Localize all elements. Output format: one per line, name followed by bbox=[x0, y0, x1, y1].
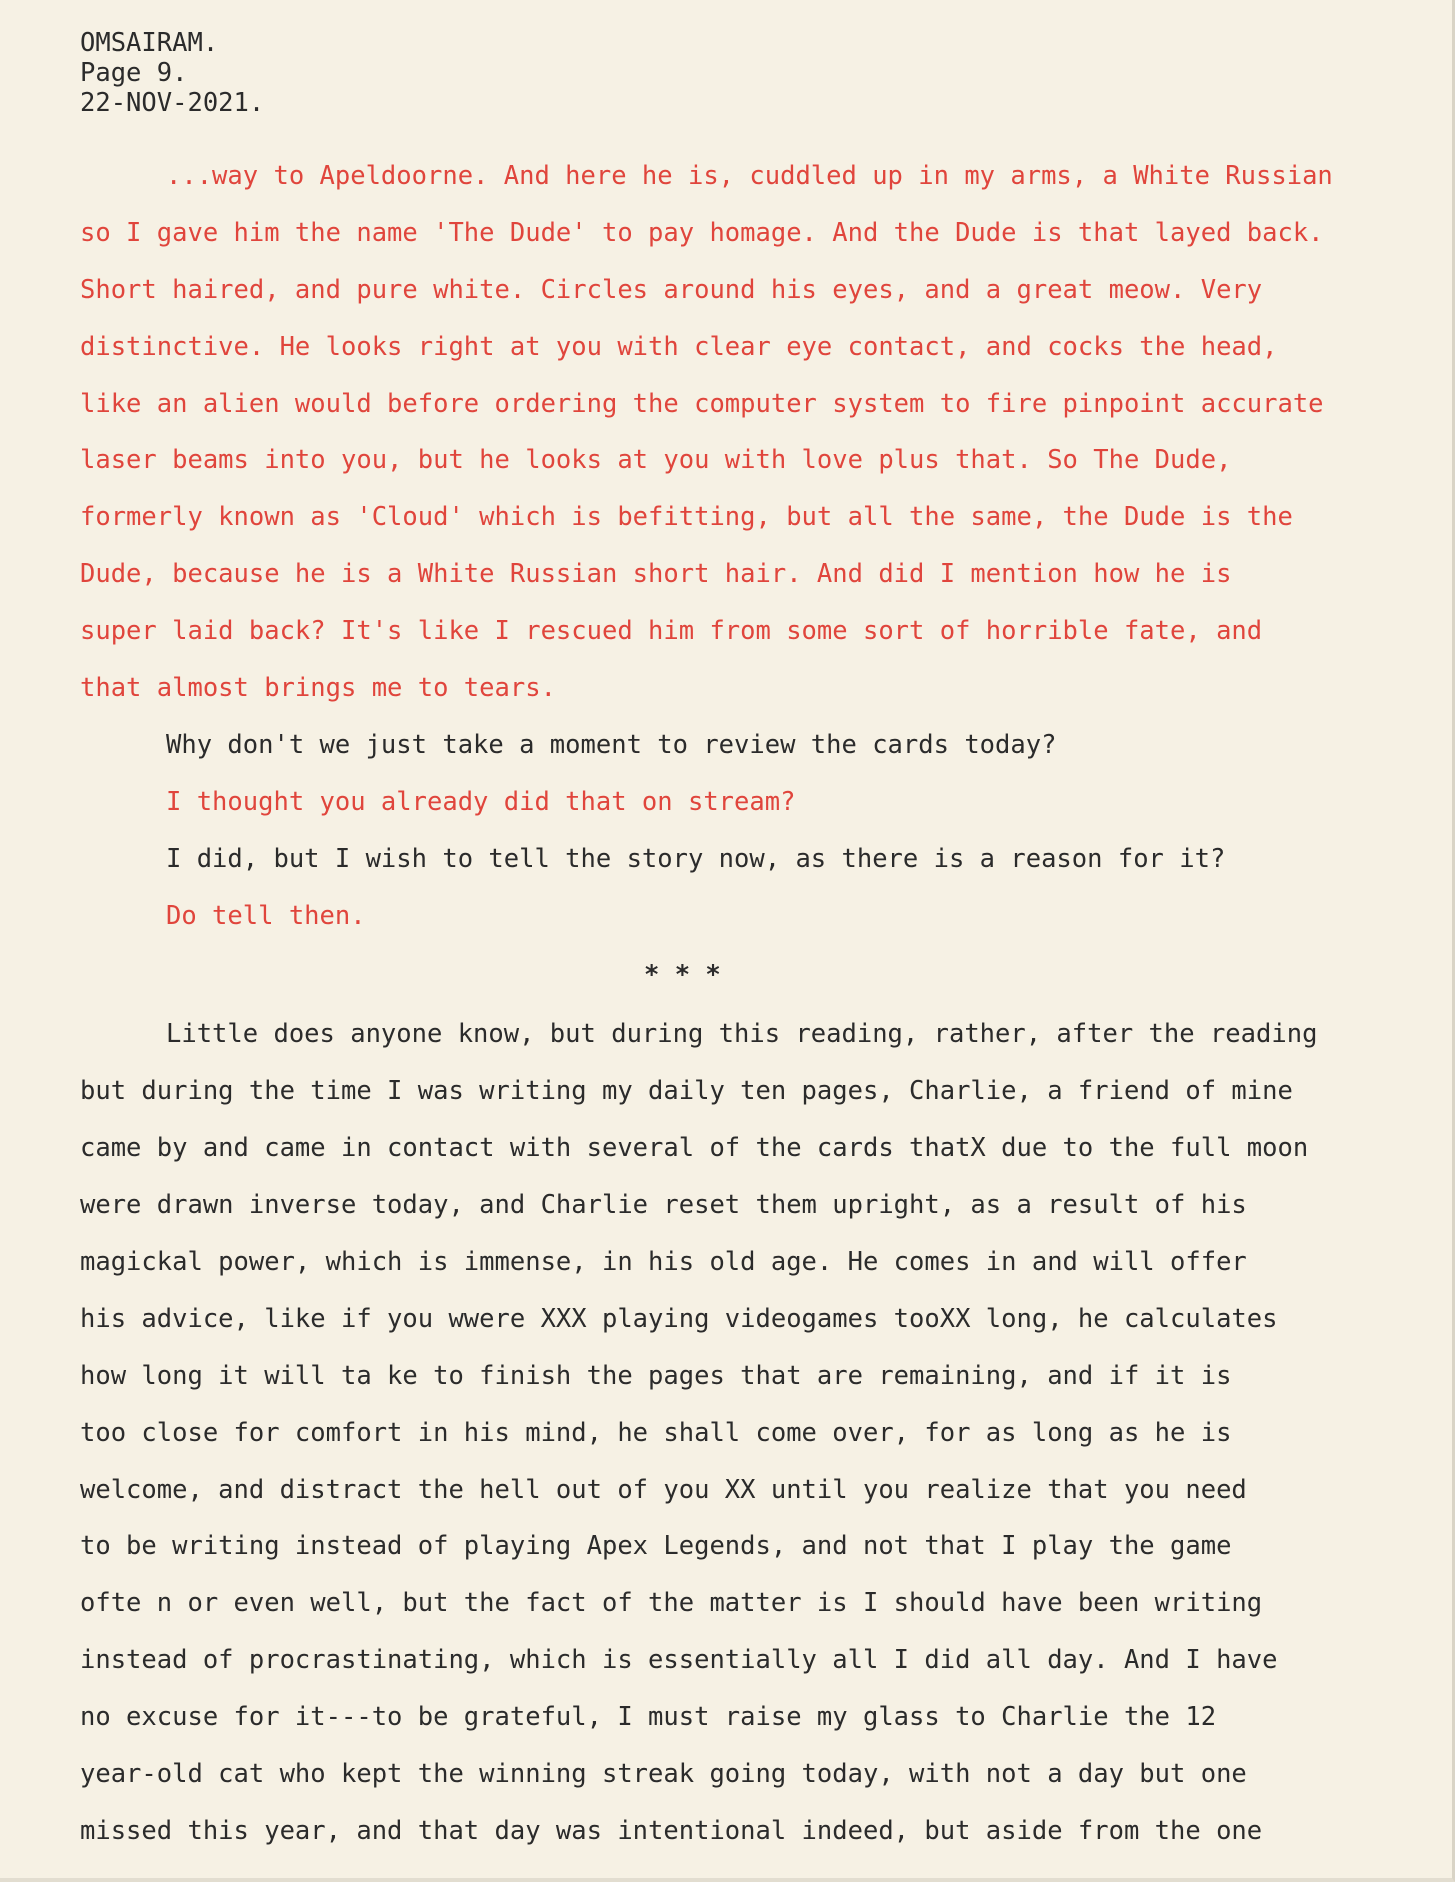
body-line-8: too close for comfort in his mind, he shall come over, for as long as he is bbox=[80, 1417, 1232, 1448]
red-line-1: ...way to Apeldoorne. And here he is, cuddled up in my arms, a White Russian bbox=[166, 161, 1333, 191]
typewritten-page bbox=[80, 28, 1456, 1860]
red-line-3: Short haired, and pure white. Circles around his eyes, and a great meow. Very bbox=[80, 274, 1263, 305]
red-paragraph bbox=[80, 148, 1456, 717]
body-paragraph bbox=[80, 1006, 1456, 1859]
dialogue-line-4: Do tell then. bbox=[166, 900, 366, 931]
body-line-3: came by and came in contact with several of the cards thatX due to the full moon bbox=[80, 1133, 1309, 1164]
page-header bbox=[80, 28, 1456, 118]
header-title: OMSAIRAM. bbox=[80, 28, 219, 58]
red-line-4: distinctive. He looks right at you with clear eye contact, and cocks the head, bbox=[80, 331, 1278, 362]
body-line-13: no excuse for it---to be grateful, I must raise my glass to Charlie the 12 bbox=[80, 1702, 1217, 1733]
red-line-9: super laid back? It's like I rescued him from some sort of horrible fate, and bbox=[80, 616, 1263, 647]
red-line-8: Dude, because he is a White Russian short hair. And did I mention how he is bbox=[80, 559, 1232, 590]
body-line-14: year-old cat who kept the winning streak going today, with not a day but one bbox=[80, 1759, 1247, 1790]
dialogue bbox=[80, 717, 1456, 945]
red-line-5: like an alien would before ordering the computer system to fire pinpoint accurate bbox=[80, 388, 1324, 419]
body-line-6: his advice, like if you wwere XXX playing videogames tooXX long, he calculates bbox=[80, 1303, 1278, 1334]
red-line-10: that almost brings me to tears. bbox=[80, 673, 556, 704]
dialogue-line-2: I thought you already did that on stream? bbox=[166, 786, 796, 817]
header-page-number: Page 9. bbox=[80, 58, 188, 88]
body-line-9: welcome, and distract the hell out of you XX until you realize that you need bbox=[80, 1474, 1247, 1505]
red-line-6: laser beams into you, but he looks at you with love plus that. So The Dude, bbox=[80, 445, 1232, 476]
section-separator: * * * bbox=[644, 960, 721, 991]
red-line-2: so I gave him the name 'The Dude' to pay homage. And the Dude is that layed back. bbox=[80, 217, 1324, 248]
body-line-10: to be writing instead of playing Apex Legends, and not that I play the game bbox=[80, 1531, 1232, 1562]
header-date: 22-NOV-2021. bbox=[80, 88, 265, 118]
red-line-7: formerly known as 'Cloud' which is befitting, but all the same, the Dude is the bbox=[80, 502, 1293, 533]
body-line-5: magickal power, which is immense, in his old age. He comes in and will offer bbox=[80, 1247, 1247, 1278]
body-line-12: instead of procrastinating, which is essentially all I did all day. And I have bbox=[80, 1645, 1278, 1676]
body-line-15: missed this year, and that day was intentional indeed, but aside from the one bbox=[80, 1815, 1263, 1846]
dialogue-line-3: I did, but I wish to tell the story now, as there is a reason for it? bbox=[166, 843, 1226, 874]
body-line-2: but during the time I was writing my daily ten pages, Charlie, a friend of mine bbox=[80, 1076, 1293, 1107]
body-line-11: ofte n or even well, but the fact of the matter is I should have been writing bbox=[80, 1588, 1263, 1619]
body-line-4: were drawn inverse today, and Charlie reset them upright, as a result of his bbox=[80, 1190, 1247, 1221]
body-line-7: how long it will ta ke to finish the pages that are remaining, and if it is bbox=[80, 1360, 1232, 1391]
dialogue-line-1: Why don't we just take a moment to review the cards today? bbox=[166, 729, 1057, 760]
body-line-1: Little does anyone know, but during this reading, rather, after the reading bbox=[166, 1019, 1318, 1050]
